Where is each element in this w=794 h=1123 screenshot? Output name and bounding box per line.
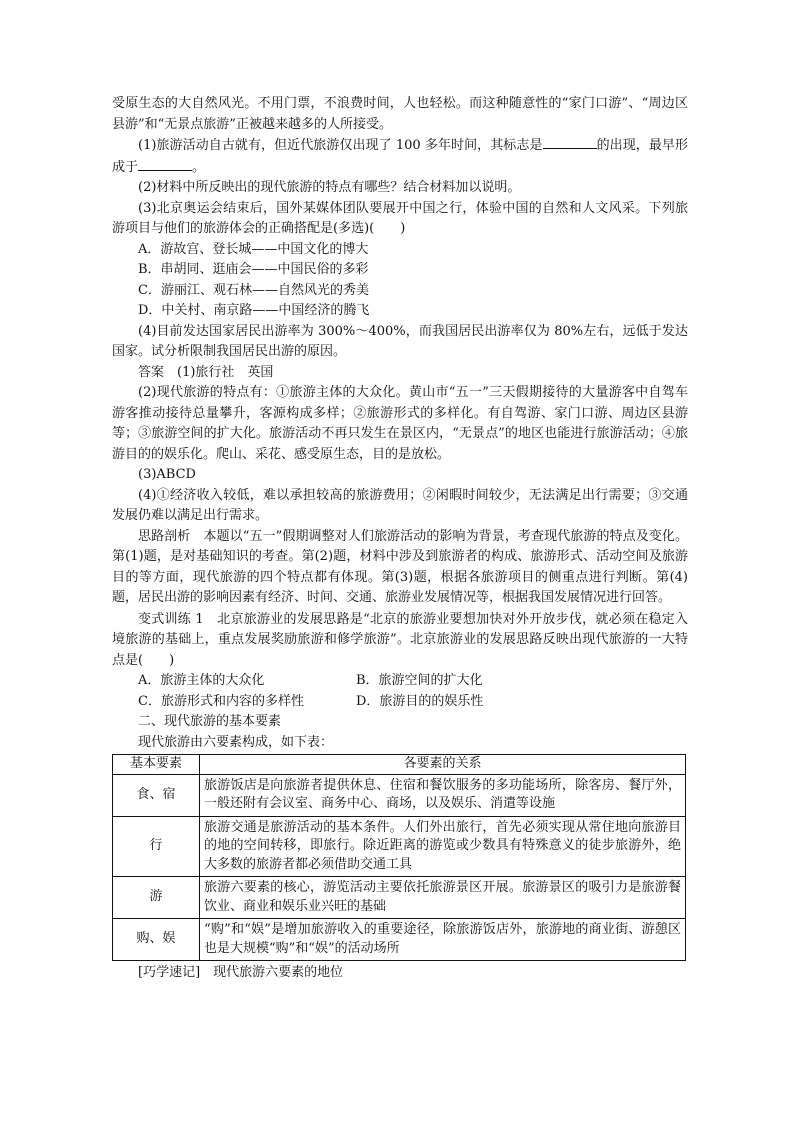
variant-options-row-1 xyxy=(112,671,688,692)
table-cell-key: 行 xyxy=(113,816,200,877)
variant-option-d: D．旅游目的的娱乐性 xyxy=(356,693,484,709)
table-cell-value: 旅游交通是旅游活动的基本条件。人们外出旅行，首先必须实现从常住地向旅游目的地的空间转移，即旅行。除近距离的游览或少数具有特殊意义的徒步旅游外，绝大多数的旅游者都必须借助交通工具 xyxy=(200,816,686,877)
table-header-row xyxy=(113,755,686,775)
answer-3: (3)ABCD xyxy=(138,467,196,482)
table-row xyxy=(113,877,686,919)
table-cell-value: 旅游饭店是向旅游者提供休息、住宿和餐饮服务的多功能场所，除客房、餐厅外，一般还附有会议室、商务中心、商场，以及娱乐、消遣等设施 xyxy=(200,774,686,816)
answer-blank xyxy=(138,157,192,171)
question-4: (4)目前发达国家居民出游率为 300%～400%，而我国居民出游率仅为 80%左右，远低于发达国家。试分析限制我国居民出游的原因。 xyxy=(112,323,688,359)
table-cell-key: 购、娱 xyxy=(113,919,200,961)
table-intro: 现代旅游由六要素构成，如下表： xyxy=(138,734,334,750)
table-cell-value: “购”和“娱”是增加旅游收入的重要途径，除旅游饭店外，旅游地的商业街、游憩区也是大规模“购”和“娱”的活动场所 xyxy=(200,919,686,961)
elements-table xyxy=(112,754,686,961)
option-a: A．游故宫、登长城——中国文化的博大 xyxy=(138,241,369,257)
option-b: B．串胡同、逛庙会——中国民俗的多彩 xyxy=(138,262,369,277)
table-row xyxy=(113,919,686,961)
answer-1: 答案 (1)旅行社 英国 xyxy=(138,364,274,380)
material-paragraph: 受原生态的大自然风光。不用门票，不浪费时间，人也轻松。而这种随意性的“家门口游”、“周边区县游”和“无景点旅游”正被越来越多的人所接受。 xyxy=(112,96,688,132)
question-1: (1)旅游活动自古就有，但近代旅游仅出现了 100 多年时间，其标志是 的出现，最早形成于 。 xyxy=(112,135,688,178)
memory-tip: [巧学速记] 现代旅游六要素的地位 xyxy=(138,965,344,980)
variant-option-c: C．旅游形式和内容的多样性 xyxy=(138,693,304,709)
table-header: 基本要素 xyxy=(113,755,200,775)
document-page xyxy=(112,94,688,984)
variant-option-a: A．旅游主体的大众化 xyxy=(138,673,265,688)
table-row xyxy=(113,816,686,877)
variant-options-row-2 xyxy=(112,692,688,713)
variant-option-b: B．旅游空间的扩大化 xyxy=(356,673,483,688)
table-cell-key: 食、宿 xyxy=(113,774,200,816)
variant-question: 变式训练 1 北京旅游业的发展思路是“北京的旅游业要想加快对外开放步伐，就必须在稳定入境旅游的基础上，重点发展奖励旅游和修学旅游”。北京旅游业的发展思路反映出现代旅游的一大特点是( ) xyxy=(112,611,688,668)
answer-2: (2)现代旅游的特点有：①旅游主体的大众化。黄山市“五一”三天假期接待的大量游客中自驾车游客推动接待总量攀升，客源构成多样；②旅游形式的多样化。有自驾游、家门口游、周边区县游等；③旅游空间的扩大化。旅游活动不再只发生在景区内，“无景点”的地区也能进行旅游活动；④旅游目的的娱乐化。爬山、采花、感受原生态，目的是放松。 xyxy=(112,385,688,462)
table-header: 各要素的关系 xyxy=(200,755,686,775)
section-heading: 二、现代旅游的基本要素 xyxy=(138,714,282,729)
table-cell-key: 游 xyxy=(113,877,200,919)
option-c: C．游丽江、观石林——自然风光的秀美 xyxy=(138,282,369,298)
table-row xyxy=(113,774,686,816)
option-d: D．中关村、南京路——中国经济的腾飞 xyxy=(138,303,370,318)
answer-4: (4)①经济收入较低，难以承担较高的旅游费用；②闲暇时间较少，无法满足出行需要；③交通发展仍难以满足出行需求。 xyxy=(112,487,688,523)
analysis-paragraph: 思路剖析 本题以“五一”假期调整对人们旅游活动的影响为背景，考查现代旅游的特点及变化。第(1)题，是对基础知识的考查。第(2)题，材料中涉及到旅游者的构成、旅游形式、活动空间及旅游目的等方面，现代旅游的四个特点都有体现。第(3)题，根据各旅游项目的侧重点进行判断。第(4)题，居民出游的影响因素有经济、时间、交通、旅游业发展情况等，根据我国发展情况进行回答。 xyxy=(112,528,688,605)
question-2: (2)材料中所反映出的现代旅游的特点有哪些？结合材料加以说明。 xyxy=(138,180,521,195)
table-cell-value: 旅游六要素的核心，游览活动主要依托旅游景区开展。旅游景区的吸引力是旅游餐饮业、商业和娱乐业兴旺的基础 xyxy=(200,877,686,919)
question-3: (3)北京奥运会结束后，国外某媒体团队要展开中国之行，体验中国的自然和人文风采。下列旅游项目与他们的旅游体会的正确搭配是(多选)( ) xyxy=(112,200,688,236)
answer-blank xyxy=(543,135,597,149)
